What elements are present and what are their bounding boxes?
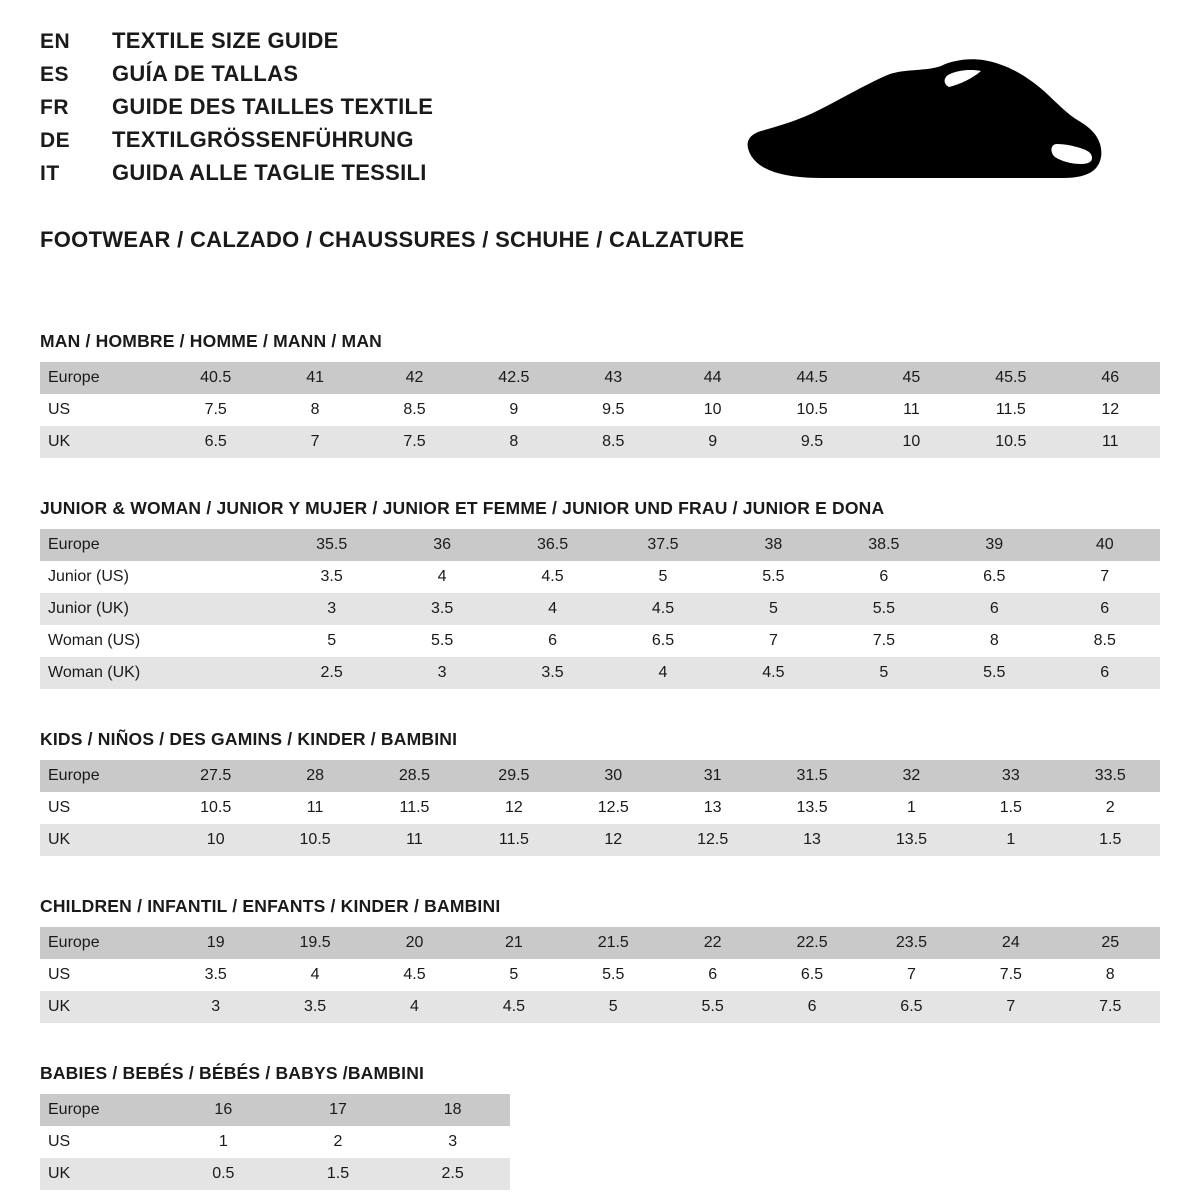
cell: 4 xyxy=(497,593,607,625)
cell: 6.5 xyxy=(608,625,718,657)
dress-shoe-icon xyxy=(745,58,1105,193)
cell: 28 xyxy=(265,760,364,792)
table-row xyxy=(40,593,1160,625)
cell: 5 xyxy=(464,959,563,991)
row-label: UK xyxy=(40,824,166,856)
section-man xyxy=(40,331,1160,458)
row-label: Junior (US) xyxy=(40,561,166,593)
cell: 3.5 xyxy=(276,561,386,593)
cell: 8 xyxy=(464,426,563,458)
cell: 9 xyxy=(663,426,762,458)
cell: 33 xyxy=(961,760,1060,792)
cell: 9.5 xyxy=(564,394,663,426)
cell: 3.5 xyxy=(497,657,607,689)
cell: 8 xyxy=(1061,959,1160,991)
cell: 32 xyxy=(862,760,961,792)
cell: 10 xyxy=(166,824,265,856)
section-junior-woman xyxy=(40,498,1160,689)
language-row xyxy=(40,162,433,184)
cell: 7.5 xyxy=(1061,991,1160,1023)
cell: 3.5 xyxy=(265,991,364,1023)
cell: 7 xyxy=(265,426,364,458)
cell: 9.5 xyxy=(762,426,861,458)
cell xyxy=(166,657,276,689)
cell: 11.5 xyxy=(365,792,464,824)
cell: 4.5 xyxy=(497,561,607,593)
cell: 8 xyxy=(939,625,1049,657)
cell: 19.5 xyxy=(265,927,364,959)
table-row xyxy=(40,1126,510,1158)
cell: 23.5 xyxy=(862,927,961,959)
cell xyxy=(166,593,276,625)
cell: 46 xyxy=(1061,362,1160,394)
cell: 5 xyxy=(718,593,828,625)
cell: 11.5 xyxy=(961,394,1060,426)
table-row xyxy=(40,625,1160,657)
size-table-babies xyxy=(40,1094,510,1190)
cell: 5 xyxy=(564,991,663,1023)
cell: 20 xyxy=(365,927,464,959)
cell: 8.5 xyxy=(564,426,663,458)
language-code: FR xyxy=(40,96,69,119)
cell: 27.5 xyxy=(166,760,265,792)
cell: 13.5 xyxy=(862,824,961,856)
cell: 40 xyxy=(1050,529,1161,561)
cell: 7 xyxy=(1050,561,1161,593)
language-title: GUÍA DE TALLAS xyxy=(112,61,299,86)
cell: 7.5 xyxy=(365,426,464,458)
table-row xyxy=(40,991,1160,1023)
cell: 10.5 xyxy=(961,426,1060,458)
row-label: US xyxy=(40,792,166,824)
cell: 2.5 xyxy=(395,1158,510,1190)
cell: 3.5 xyxy=(387,593,497,625)
cell: 4.5 xyxy=(608,593,718,625)
cell: 42.5 xyxy=(464,362,563,394)
row-label: Europe xyxy=(40,529,166,561)
cell: 7 xyxy=(961,991,1060,1023)
cell: 4 xyxy=(608,657,718,689)
cell: 45 xyxy=(862,362,961,394)
cell: 1 xyxy=(166,1126,281,1158)
row-label: UK xyxy=(40,1158,166,1190)
language-title: GUIDA ALLE TAGLIE TESSILI xyxy=(112,160,427,185)
cell: 12.5 xyxy=(663,824,762,856)
cell: 43 xyxy=(564,362,663,394)
cell: 12 xyxy=(564,824,663,856)
cell: 4 xyxy=(365,991,464,1023)
cell: 6 xyxy=(1050,593,1161,625)
cell: 5 xyxy=(608,561,718,593)
language-title: TEXTILE SIZE GUIDE xyxy=(112,28,339,53)
cell: 13 xyxy=(762,824,861,856)
cell: 6 xyxy=(939,593,1049,625)
cell: 42 xyxy=(365,362,464,394)
row-label: Europe xyxy=(40,362,166,394)
cell: 11.5 xyxy=(464,824,563,856)
cell: 12 xyxy=(464,792,563,824)
cell: 17 xyxy=(281,1094,396,1126)
cell: 6 xyxy=(829,561,939,593)
cell: 33.5 xyxy=(1061,760,1160,792)
cell: 5.5 xyxy=(564,959,663,991)
cell: 9 xyxy=(464,394,563,426)
cell: 5.5 xyxy=(663,991,762,1023)
cell: 10 xyxy=(663,394,762,426)
cell: 3 xyxy=(395,1126,510,1158)
cell: 7.5 xyxy=(166,394,265,426)
cell: 3 xyxy=(387,657,497,689)
cell: 25 xyxy=(1061,927,1160,959)
row-label: Europe xyxy=(40,927,166,959)
language-title: TEXTILGRÖSSENFÜHRUNG xyxy=(112,127,414,152)
cell: 2 xyxy=(1061,792,1160,824)
section-title: JUNIOR & WOMAN / JUNIOR Y MUJER / JUNIOR ET FEMME / JUNIOR UND FRAU / JUNIOR E DONA xyxy=(40,498,885,518)
cell: 13.5 xyxy=(762,792,861,824)
cell: 11 xyxy=(1061,426,1160,458)
cell: 4.5 xyxy=(718,657,828,689)
cell: 8 xyxy=(265,394,364,426)
table-row xyxy=(40,561,1160,593)
category-title: FOOTWEAR / CALZADO / CHAUSSURES / SCHUHE / CALZATURE xyxy=(40,227,745,252)
cell: 1 xyxy=(862,792,961,824)
table-row xyxy=(40,927,1160,959)
cell: 10 xyxy=(862,426,961,458)
cell: 3 xyxy=(276,593,386,625)
cell: 16 xyxy=(166,1094,281,1126)
cell: 21 xyxy=(464,927,563,959)
table-row xyxy=(40,426,1160,458)
cell: 28.5 xyxy=(365,760,464,792)
row-label: UK xyxy=(40,426,166,458)
cell: 7 xyxy=(718,625,828,657)
cell: 12 xyxy=(1061,394,1160,426)
cell: 5 xyxy=(829,657,939,689)
cell: 1.5 xyxy=(1061,824,1160,856)
cell: 12.5 xyxy=(564,792,663,824)
cell: 44.5 xyxy=(762,362,861,394)
cell: 11 xyxy=(265,792,364,824)
cell: 2.5 xyxy=(276,657,386,689)
language-title-list xyxy=(40,30,433,195)
cell: 4 xyxy=(265,959,364,991)
cell: 24 xyxy=(961,927,1060,959)
cell: 21.5 xyxy=(564,927,663,959)
cell: 11 xyxy=(862,394,961,426)
cell: 36 xyxy=(387,529,497,561)
cell: 1 xyxy=(961,824,1060,856)
cell: 13 xyxy=(663,792,762,824)
language-row xyxy=(40,129,433,151)
section-title: BABIES / BEBÉS / BÉBÉS / BABYS /BAMBINI xyxy=(40,1063,425,1083)
section-title: KIDS / NIÑOS / DES GAMINS / KINDER / BAMBINI xyxy=(40,729,458,749)
size-table-junior-woman xyxy=(40,529,1160,689)
language-code: IT xyxy=(40,162,60,185)
page-header xyxy=(40,30,1160,195)
cell: 35.5 xyxy=(276,529,386,561)
cell: 40.5 xyxy=(166,362,265,394)
cell: 7.5 xyxy=(829,625,939,657)
cell: 5.5 xyxy=(718,561,828,593)
table-row xyxy=(40,824,1160,856)
cell: 5.5 xyxy=(387,625,497,657)
cell: 22 xyxy=(663,927,762,959)
row-label: Europe xyxy=(40,1094,166,1126)
language-code: DE xyxy=(40,129,71,152)
table-row xyxy=(40,1158,510,1190)
section-children xyxy=(40,896,1160,1023)
cell: 6 xyxy=(1050,657,1161,689)
cell: 6 xyxy=(762,991,861,1023)
cell: 29.5 xyxy=(464,760,563,792)
cell: 4.5 xyxy=(365,959,464,991)
size-table-children xyxy=(40,927,1160,1023)
cell: 4 xyxy=(387,561,497,593)
table-row xyxy=(40,529,1160,561)
language-row xyxy=(40,63,433,85)
cell: 22.5 xyxy=(762,927,861,959)
cell: 38.5 xyxy=(829,529,939,561)
table-row xyxy=(40,792,1160,824)
cell: 6.5 xyxy=(166,426,265,458)
language-title: GUIDE DES TAILLES TEXTILE xyxy=(112,94,434,119)
row-label: US xyxy=(40,959,166,991)
cell: 30 xyxy=(564,760,663,792)
row-label: UK xyxy=(40,991,166,1023)
size-table-man xyxy=(40,362,1160,458)
language-code: ES xyxy=(40,63,70,86)
row-label: Woman (UK) xyxy=(40,657,166,689)
cell xyxy=(166,625,276,657)
table-row xyxy=(40,394,1160,426)
cell: 6.5 xyxy=(762,959,861,991)
row-label: Europe xyxy=(40,760,166,792)
cell: 6.5 xyxy=(862,991,961,1023)
cell: 39 xyxy=(939,529,1049,561)
cell: 10.5 xyxy=(166,792,265,824)
size-table-kids xyxy=(40,760,1160,856)
table-row xyxy=(40,959,1160,991)
cell: 1.5 xyxy=(961,792,1060,824)
cell: 31 xyxy=(663,760,762,792)
language-row xyxy=(40,96,433,118)
table-row xyxy=(40,760,1160,792)
cell: 6 xyxy=(663,959,762,991)
cell: 10.5 xyxy=(265,824,364,856)
cell: 8.5 xyxy=(1050,625,1161,657)
cell: 1.5 xyxy=(281,1158,396,1190)
section-kids xyxy=(40,729,1160,856)
cell xyxy=(166,561,276,593)
cell: 4.5 xyxy=(464,991,563,1023)
cell: 6 xyxy=(497,625,607,657)
cell: 5.5 xyxy=(939,657,1049,689)
cell: 3.5 xyxy=(166,959,265,991)
cell: 5.5 xyxy=(829,593,939,625)
cell: 38 xyxy=(718,529,828,561)
cell: 19 xyxy=(166,927,265,959)
cell: 6.5 xyxy=(939,561,1049,593)
table-row xyxy=(40,362,1160,394)
table-row xyxy=(40,657,1160,689)
row-label: US xyxy=(40,394,166,426)
row-label: Junior (UK) xyxy=(40,593,166,625)
cell: 7 xyxy=(862,959,961,991)
cell: 3 xyxy=(166,991,265,1023)
cell: 45.5 xyxy=(961,362,1060,394)
cell: 2 xyxy=(281,1126,396,1158)
cell: 44 xyxy=(663,362,762,394)
cell: 36.5 xyxy=(497,529,607,561)
row-label: Woman (US) xyxy=(40,625,166,657)
cell: 41 xyxy=(265,362,364,394)
section-title: MAN / HOMBRE / HOMME / MANN / MAN xyxy=(40,331,382,351)
cell xyxy=(166,529,276,561)
cell: 0.5 xyxy=(166,1158,281,1190)
cell: 37.5 xyxy=(608,529,718,561)
language-row xyxy=(40,30,433,52)
language-code: EN xyxy=(40,30,71,53)
cell: 18 xyxy=(395,1094,510,1126)
row-label: US xyxy=(40,1126,166,1158)
cell: 7.5 xyxy=(961,959,1060,991)
table-row xyxy=(40,1094,510,1126)
section-title: CHILDREN / INFANTIL / ENFANTS / KINDER / BAMBINI xyxy=(40,896,501,916)
cell: 11 xyxy=(365,824,464,856)
cell: 31.5 xyxy=(762,760,861,792)
cell: 8.5 xyxy=(365,394,464,426)
section-babies xyxy=(40,1063,1160,1190)
cell: 10.5 xyxy=(762,394,861,426)
cell: 5 xyxy=(276,625,386,657)
